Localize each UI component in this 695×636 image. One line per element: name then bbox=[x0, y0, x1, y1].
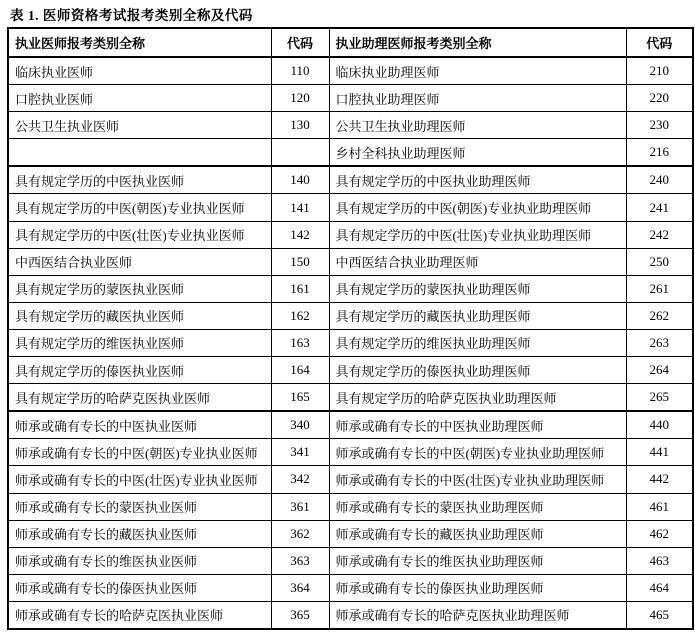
table-header bbox=[8, 28, 693, 57]
cell-code: 165 bbox=[271, 384, 329, 412]
table-row bbox=[8, 221, 693, 248]
table-row bbox=[8, 466, 693, 493]
cell-code: 120 bbox=[271, 85, 329, 112]
cell-code: 142 bbox=[271, 221, 329, 248]
cell-category-name: 师承或确有专长的傣医执业助理医师 bbox=[329, 574, 626, 601]
cell-category-name: 临床执业助理医师 bbox=[329, 57, 626, 85]
cell-code bbox=[271, 139, 329, 167]
cell-category-name: 临床执业医师 bbox=[8, 57, 271, 85]
table-row bbox=[8, 57, 693, 85]
col-header-assistant-category: 执业助理医师报考类别全称 bbox=[329, 28, 626, 57]
cell-code: 210 bbox=[626, 57, 693, 85]
table-caption: 表 1. 医师资格考试报考类别全称及代码 bbox=[10, 8, 253, 23]
cell-category-name: 具有规定学历的蒙医执业医师 bbox=[8, 275, 271, 302]
cell-category-name: 公共卫生执业医师 bbox=[8, 112, 271, 139]
cell-category-name: 师承或确有专长的中医(壮医)专业执业助理医师 bbox=[329, 466, 626, 493]
table-row bbox=[8, 520, 693, 547]
cell-code: 361 bbox=[271, 493, 329, 520]
table-row bbox=[8, 248, 693, 275]
cell-category-name: 师承或确有专长的中医执业医师 bbox=[8, 411, 271, 439]
cell-category-name: 具有规定学历的维医执业医师 bbox=[8, 329, 271, 356]
cell-code: 163 bbox=[271, 329, 329, 356]
cell-code: 264 bbox=[626, 357, 693, 384]
table-row bbox=[8, 357, 693, 384]
table-row bbox=[8, 574, 693, 601]
cell-category-name bbox=[8, 139, 271, 167]
cell-code: 140 bbox=[271, 166, 329, 194]
cell-code: 440 bbox=[626, 411, 693, 439]
table-row bbox=[8, 139, 693, 167]
cell-category-name: 具有规定学历的蒙医执业助理医师 bbox=[329, 275, 626, 302]
table-row bbox=[8, 194, 693, 221]
cell-category-name: 具有规定学历的中医(壮医)专业执业助理医师 bbox=[329, 221, 626, 248]
cell-code: 150 bbox=[271, 248, 329, 275]
table-row bbox=[8, 547, 693, 574]
table-body bbox=[8, 57, 693, 629]
col-header-assistant-code: 代码 bbox=[626, 28, 693, 57]
cell-code: 250 bbox=[626, 248, 693, 275]
cell-code: 461 bbox=[626, 493, 693, 520]
col-header-physician-category: 执业医师报考类别全称 bbox=[8, 28, 271, 57]
cell-code: 465 bbox=[626, 601, 693, 629]
cell-code: 263 bbox=[626, 329, 693, 356]
cell-code: 241 bbox=[626, 194, 693, 221]
cell-category-name: 具有规定学历的中医(朝医)专业执业助理医师 bbox=[329, 194, 626, 221]
cell-code: 110 bbox=[271, 57, 329, 85]
cell-code: 230 bbox=[626, 112, 693, 139]
cell-code: 130 bbox=[271, 112, 329, 139]
table-row bbox=[8, 384, 693, 412]
cell-category-name: 中西医结合执业助理医师 bbox=[329, 248, 626, 275]
cell-category-name: 具有规定学历的哈萨克医执业医师 bbox=[8, 384, 271, 412]
col-header-physician-code: 代码 bbox=[271, 28, 329, 57]
cell-code: 463 bbox=[626, 547, 693, 574]
cell-code: 262 bbox=[626, 302, 693, 329]
exam-code-table bbox=[7, 27, 694, 630]
cell-category-name: 师承或确有专长的中医(朝医)专业执业医师 bbox=[8, 439, 271, 466]
cell-code: 261 bbox=[626, 275, 693, 302]
cell-category-name: 师承或确有专长的蒙医执业医师 bbox=[8, 493, 271, 520]
table-row bbox=[8, 601, 693, 629]
table-row bbox=[8, 275, 693, 302]
cell-category-name: 师承或确有专长的中医执业助理医师 bbox=[329, 411, 626, 439]
cell-code: 216 bbox=[626, 139, 693, 167]
cell-code: 363 bbox=[271, 547, 329, 574]
cell-category-name: 具有规定学历的傣医执业助理医师 bbox=[329, 357, 626, 384]
cell-code: 240 bbox=[626, 166, 693, 194]
cell-category-name: 师承或确有专长的中医(壮医)专业执业医师 bbox=[8, 466, 271, 493]
table-row bbox=[8, 166, 693, 194]
table-row bbox=[8, 439, 693, 466]
cell-code: 342 bbox=[271, 466, 329, 493]
cell-category-name: 乡村全科执业助理医师 bbox=[329, 139, 626, 167]
cell-category-name: 具有规定学历的中医(朝医)专业执业医师 bbox=[8, 194, 271, 221]
cell-code: 161 bbox=[271, 275, 329, 302]
cell-code: 362 bbox=[271, 520, 329, 547]
cell-category-name: 师承或确有专长的哈萨克医执业助理医师 bbox=[329, 601, 626, 629]
cell-category-name: 具有规定学历的藏医执业助理医师 bbox=[329, 302, 626, 329]
table-row bbox=[8, 112, 693, 139]
cell-category-name: 师承或确有专长的蒙医执业助理医师 bbox=[329, 493, 626, 520]
cell-code: 265 bbox=[626, 384, 693, 412]
cell-category-name: 中西医结合执业医师 bbox=[8, 248, 271, 275]
cell-category-name: 师承或确有专长的维医执业助理医师 bbox=[329, 547, 626, 574]
cell-category-name: 具有规定学历的中医执业医师 bbox=[8, 166, 271, 194]
cell-code: 441 bbox=[626, 439, 693, 466]
cell-code: 220 bbox=[626, 85, 693, 112]
cell-category-name: 具有规定学历的中医执业助理医师 bbox=[329, 166, 626, 194]
cell-category-name: 具有规定学历的哈萨克医执业助理医师 bbox=[329, 384, 626, 412]
cell-code: 164 bbox=[271, 357, 329, 384]
cell-category-name: 师承或确有专长的藏医执业助理医师 bbox=[329, 520, 626, 547]
table-row bbox=[8, 329, 693, 356]
cell-category-name: 师承或确有专长的藏医执业医师 bbox=[8, 520, 271, 547]
cell-code: 365 bbox=[271, 601, 329, 629]
cell-code: 462 bbox=[626, 520, 693, 547]
cell-category-name: 口腔执业助理医师 bbox=[329, 85, 626, 112]
table-row bbox=[8, 302, 693, 329]
cell-category-name: 公共卫生执业助理医师 bbox=[329, 112, 626, 139]
header-row bbox=[8, 28, 693, 57]
table-row bbox=[8, 411, 693, 439]
cell-code: 162 bbox=[271, 302, 329, 329]
cell-category-name: 师承或确有专长的维医执业医师 bbox=[8, 547, 271, 574]
cell-category-name: 师承或确有专长的傣医执业医师 bbox=[8, 574, 271, 601]
cell-category-name: 师承或确有专长的哈萨克医执业医师 bbox=[8, 601, 271, 629]
cell-code: 242 bbox=[626, 221, 693, 248]
cell-category-name: 具有规定学历的藏医执业医师 bbox=[8, 302, 271, 329]
cell-code: 364 bbox=[271, 574, 329, 601]
cell-code: 340 bbox=[271, 411, 329, 439]
table-row bbox=[8, 85, 693, 112]
cell-category-name: 口腔执业医师 bbox=[8, 85, 271, 112]
cell-category-name: 师承或确有专长的中医(朝医)专业执业助理医师 bbox=[329, 439, 626, 466]
cell-code: 464 bbox=[626, 574, 693, 601]
cell-code: 341 bbox=[271, 439, 329, 466]
table-row bbox=[8, 493, 693, 520]
cell-code: 141 bbox=[271, 194, 329, 221]
cell-code: 442 bbox=[626, 466, 693, 493]
cell-category-name: 具有规定学历的维医执业助理医师 bbox=[329, 329, 626, 356]
cell-category-name: 具有规定学历的傣医执业医师 bbox=[8, 357, 271, 384]
cell-category-name: 具有规定学历的中医(壮医)专业执业医师 bbox=[8, 221, 271, 248]
